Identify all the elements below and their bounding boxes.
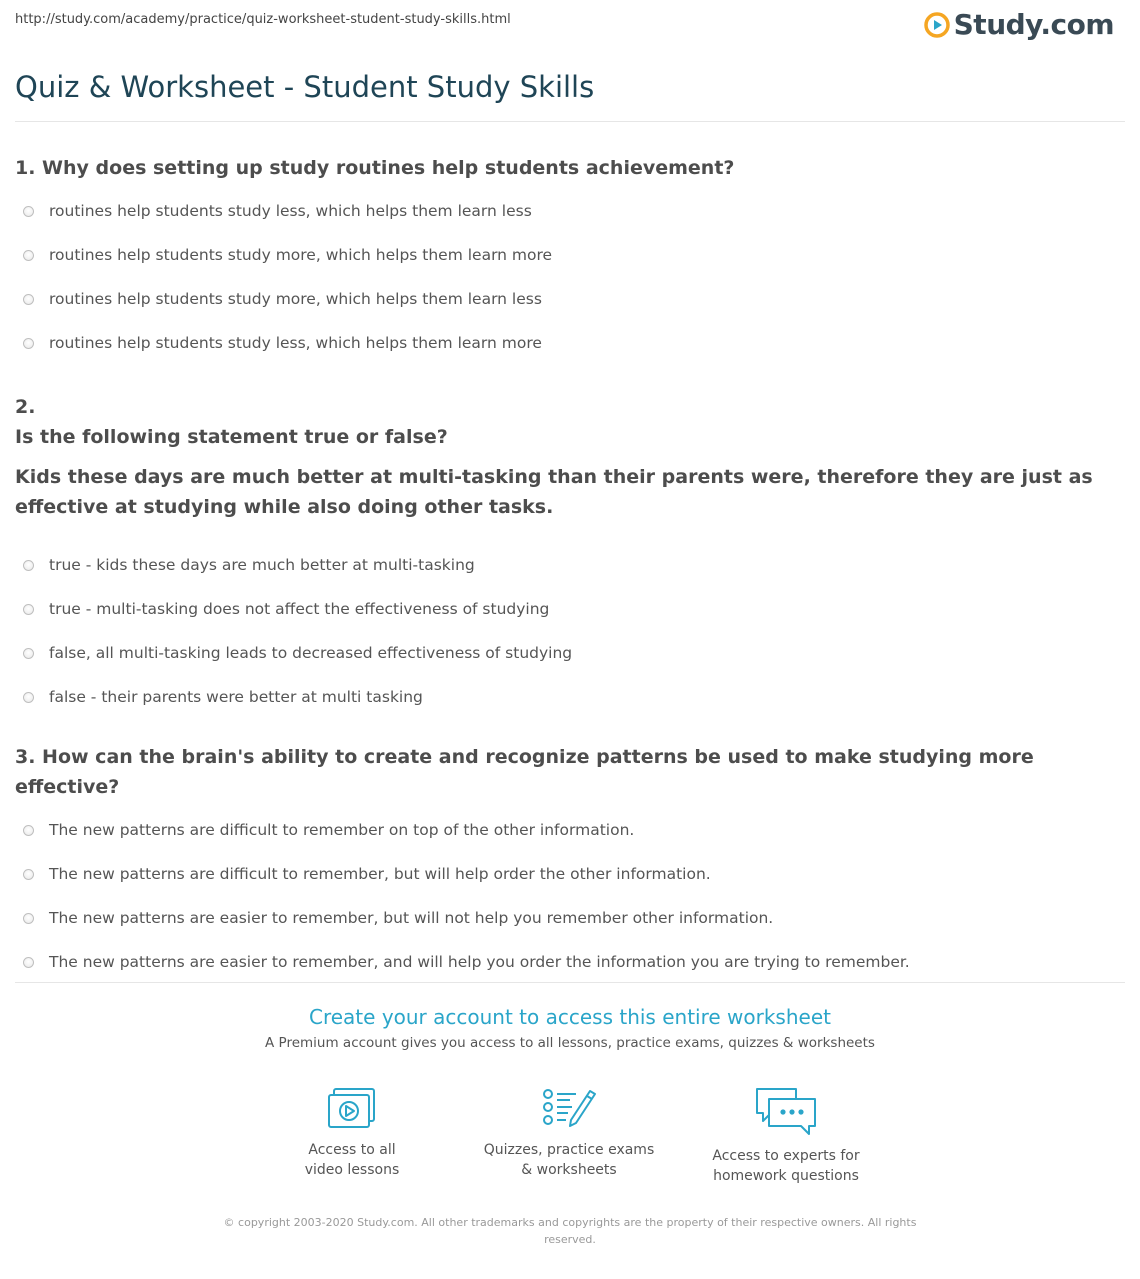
section-divider [15, 982, 1125, 983]
question-2-options [15, 543, 1125, 719]
quiz-checklist-icon [469, 1086, 669, 1132]
feature-video-lessons [252, 1086, 452, 1180]
answer-option[interactable] [15, 852, 1125, 896]
copyright-footer [0, 1214, 1140, 1248]
answer-label: The new patterns are difficult to remember on top of the other information. [49, 821, 635, 839]
radio-button[interactable] [23, 604, 34, 615]
answer-option[interactable] [15, 631, 1125, 675]
question-3-text: 3. How can the brain's ability to create and recognize patterns be used to make studying more effective? [15, 746, 1034, 798]
radio-button[interactable] [23, 913, 34, 924]
answer-label: true - kids these days are much better at multi-tasking [49, 556, 475, 574]
answer-label: routines help students study more, which helps them learn more [49, 246, 553, 264]
answer-option[interactable] [15, 940, 1125, 984]
answer-option[interactable] [15, 675, 1125, 719]
premium-description: A Premium account gives you access to all lessons, practice exams, quizzes & worksheets [265, 1035, 875, 1051]
answer-label: routines help students study less, which helps them learn more [49, 334, 542, 352]
answer-option[interactable] [15, 543, 1125, 587]
question-2-prompt: Is the following statement true or false? [15, 426, 448, 448]
question-2-number: 2. [15, 396, 36, 418]
question-1-options [15, 189, 1125, 365]
answer-option[interactable] [15, 808, 1125, 852]
feature-label-line: & worksheets [521, 1162, 617, 1178]
title-divider [15, 121, 1125, 122]
answer-label: routines help students study less, which helps them learn less [49, 202, 532, 220]
answer-option[interactable] [15, 189, 1125, 233]
radio-button[interactable] [23, 692, 34, 703]
copyright-line: © copyright 2003-2020 Study.com. All other trademarks and copyrights are the property of their respective owners. All rights [223, 1216, 917, 1229]
chat-bubbles-icon [686, 1086, 886, 1138]
radio-button[interactable] [23, 560, 34, 571]
feature-label-line: Quizzes, practice exams [483, 1142, 655, 1158]
answer-option[interactable] [15, 587, 1125, 631]
radio-button[interactable] [23, 206, 34, 217]
feature-label-line: homework questions [713, 1168, 859, 1184]
create-account-link[interactable]: Create your account to access this entire worksheet [309, 1005, 831, 1029]
radio-button[interactable] [23, 294, 34, 305]
video-lessons-icon [252, 1086, 452, 1132]
logo-text: Study.com [953, 8, 1114, 41]
question-3-options [15, 808, 1125, 984]
page-title: Quiz & Worksheet - Student Study Skills [15, 70, 595, 104]
radio-button[interactable] [23, 869, 34, 880]
feature-experts [686, 1086, 886, 1186]
answer-option[interactable] [15, 321, 1125, 365]
question-1-text: 1. Why does setting up study routines help students achievement? [15, 157, 735, 179]
radio-button[interactable] [23, 825, 34, 836]
answer-label: The new patterns are difficult to remember, but will help order the other information. [49, 865, 711, 883]
feature-label-line: Access to all [308, 1142, 396, 1158]
feature-label-line: video lessons [304, 1162, 400, 1178]
play-circle-icon [924, 12, 950, 38]
radio-button[interactable] [23, 338, 34, 349]
question-3 [15, 742, 1125, 984]
answer-label: The new patterns are easier to remember, but will not help you remember other information. [49, 909, 774, 927]
answer-label: routines help students study more, which helps them learn less [49, 290, 542, 308]
question-2 [15, 392, 1125, 719]
answer-label: false - their parents were better at multi tasking [49, 688, 423, 706]
answer-option[interactable] [15, 233, 1125, 277]
radio-button[interactable] [23, 250, 34, 261]
study-logo[interactable] [924, 8, 1114, 41]
radio-button[interactable] [23, 957, 34, 968]
feature-label-line: Access to experts for [712, 1148, 860, 1164]
copyright-line: reserved. [544, 1233, 596, 1246]
answer-label: The new patterns are easier to remember, and will help you order the information you are trying to remember. [49, 953, 910, 971]
answer-option[interactable] [15, 896, 1125, 940]
answer-option[interactable] [15, 277, 1125, 321]
answer-label: true - multi-tasking does not affect the effectiveness of studying [49, 600, 550, 618]
question-2-statement: Kids these days are much better at multi-tasking than their parents were, therefore they are just as effective at studying while also doing other tasks. [15, 466, 1093, 518]
answer-label: false, all multi-tasking leads to decreased effectiveness of studying [49, 644, 573, 662]
page-url: http://study.com/academy/practice/quiz-worksheet-student-study-skills.html [15, 12, 511, 27]
question-1 [15, 153, 1125, 365]
radio-button[interactable] [23, 648, 34, 659]
feature-quizzes [469, 1086, 669, 1180]
